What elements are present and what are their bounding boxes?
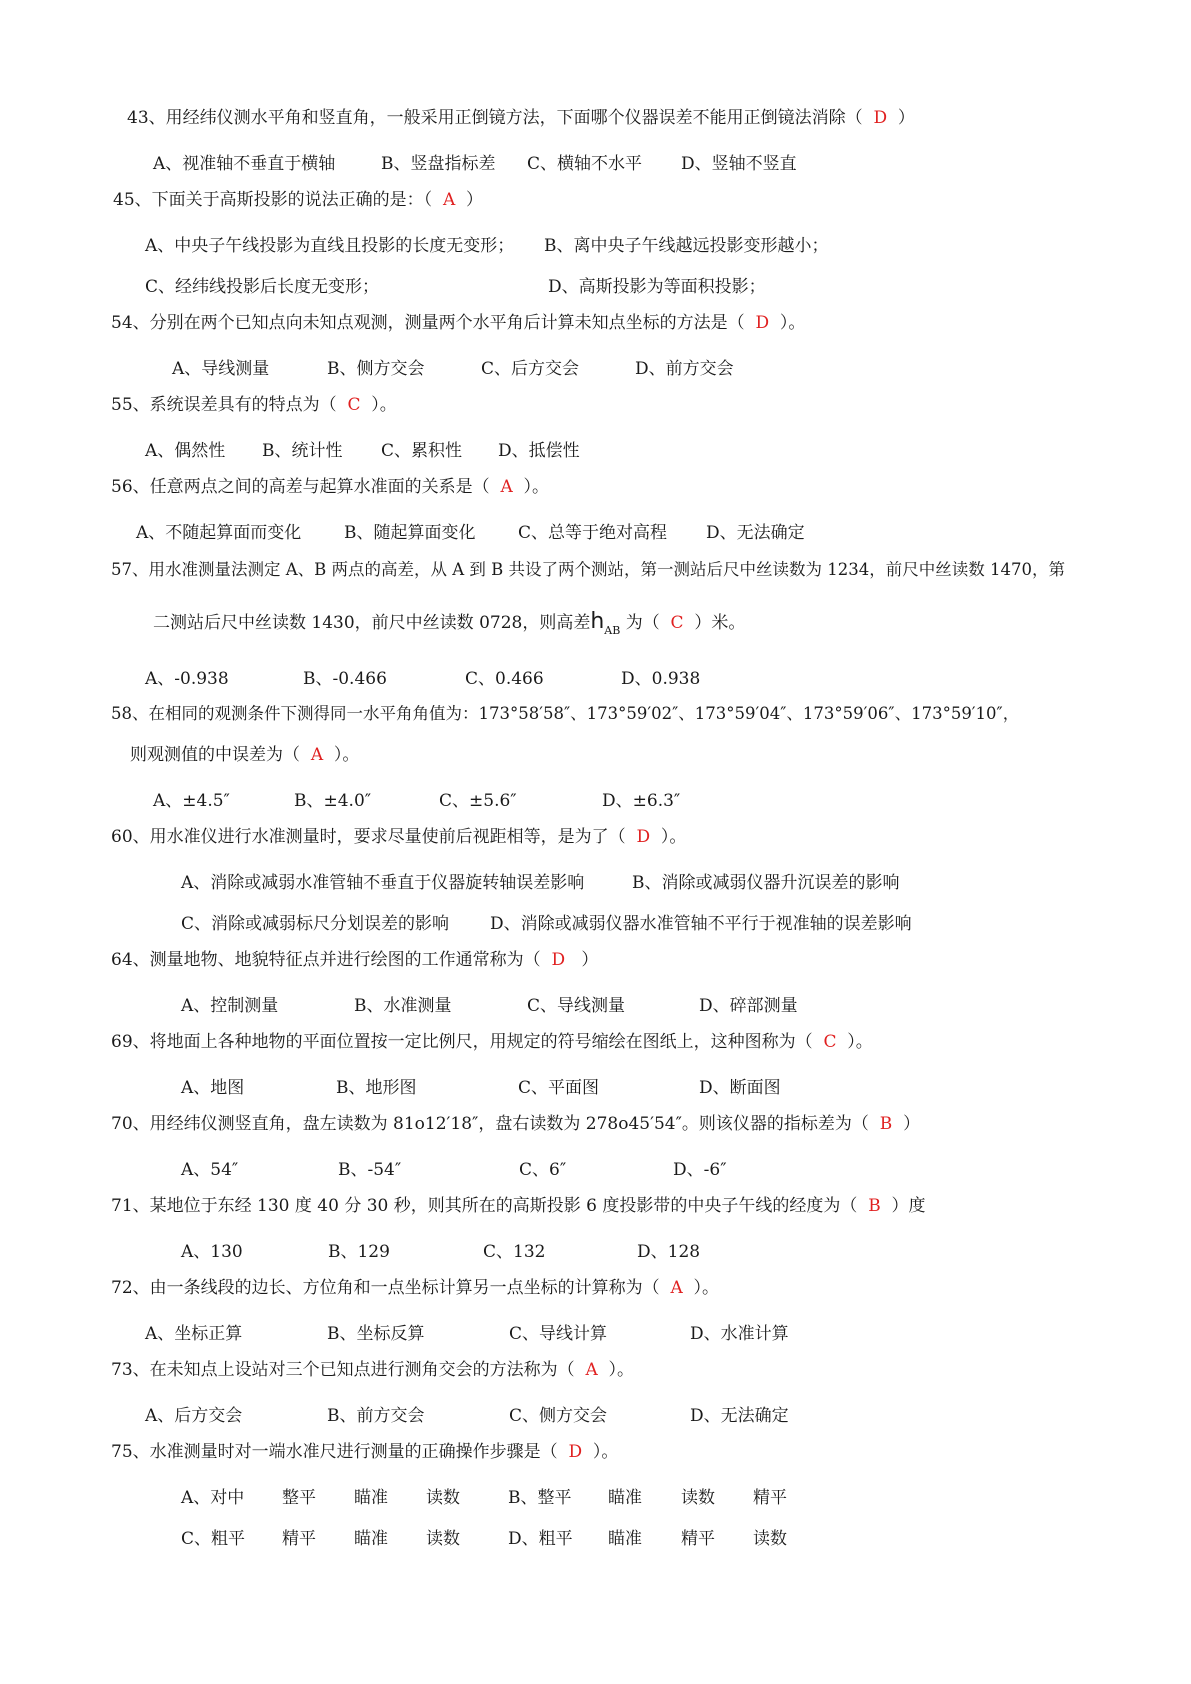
- option: B、随起算面变化: [344, 523, 476, 543]
- option: A、中央子午线投影为直线且投影的长度无变形；: [145, 236, 515, 256]
- option: C、6″: [519, 1160, 567, 1180]
- option: D、0.938: [621, 669, 701, 689]
- question-close: ）: [581, 950, 599, 970]
- question-57: [111, 560, 1065, 580]
- height-symbol: h: [590, 609, 605, 634]
- option: D、断面图: [699, 1078, 781, 1098]
- option: C、0.466: [465, 669, 544, 689]
- option: A、坐标正算: [145, 1324, 243, 1344]
- option: 读数: [426, 1529, 460, 1549]
- question-close: ）: [903, 1114, 921, 1134]
- option: A、±4.5″: [153, 791, 230, 811]
- option: A、地图: [181, 1078, 245, 1098]
- question-75: [111, 1442, 618, 1462]
- option: B、离中央子午线越远投影变形越小；: [544, 236, 829, 256]
- option: 读数: [681, 1488, 715, 1508]
- question-69: [111, 1032, 873, 1052]
- option: 精平: [681, 1529, 715, 1549]
- answer: B: [868, 1196, 881, 1216]
- option: A、后方交会: [145, 1406, 243, 1426]
- question-close: ）度: [891, 1196, 926, 1216]
- question-stem: 55、系统误差具有的特点为（: [111, 395, 337, 415]
- question-close: ）。: [592, 1442, 619, 1462]
- question-55: [111, 395, 397, 415]
- question-stem: 则观测值的中误差为（: [130, 745, 300, 765]
- question-stem: 64、测量地物、地貌特征点并进行绘图的工作通常称为（: [111, 950, 541, 970]
- question-stem: 60、用水准仪进行水准测量时，要求尽量使前后视距相等，是为了（: [111, 827, 626, 847]
- answer: A: [585, 1360, 598, 1380]
- question-stem: 58、在相同的观测条件下测得同一水平角角值为：173°58′58″、173°59′02″、173°59′04″、173°59′06″、173°59′10″，: [111, 704, 1020, 723]
- option: C、±5.6″: [439, 791, 517, 811]
- question-close: ）。: [608, 1360, 635, 1380]
- option: 瞄准: [354, 1488, 388, 1508]
- question-close: ）。: [847, 1032, 873, 1052]
- option: D、竖轴不竖直: [681, 154, 797, 174]
- option: A、54″: [181, 1160, 239, 1180]
- answer: D: [551, 950, 566, 970]
- question-stem: 75、水准测量时对一端水准尺进行测量的正确操作步骤是（: [111, 1442, 558, 1462]
- option: D、高斯投影为等面积投影；: [548, 277, 766, 297]
- answer: C: [823, 1032, 837, 1052]
- option: C、总等于绝对高程: [518, 523, 668, 543]
- option: C、侧方交会: [509, 1406, 608, 1426]
- question-stem: 73、在未知点上设站对三个已知点进行测角交会的方法称为（: [111, 1360, 575, 1380]
- question-stem: 69、将地面上各种地物的平面位置按一定比例尺，用规定的符号缩绘在图纸上，这种图称为（: [111, 1032, 813, 1052]
- option: B、整平: [508, 1488, 572, 1508]
- question-close: ）。: [693, 1278, 720, 1298]
- answer: D: [568, 1442, 583, 1462]
- question-45: [113, 190, 483, 210]
- answer: C: [347, 395, 361, 415]
- option: B、水准测量: [354, 996, 452, 1016]
- answer: A: [500, 477, 513, 497]
- option: D、抵偿性: [498, 441, 580, 461]
- option: A、消除或减弱水准管轴不垂直于仪器旋转轴误差影响: [181, 873, 585, 893]
- question-close: ）。: [660, 827, 687, 847]
- question-58: [111, 704, 1019, 724]
- option: C、平面图: [518, 1078, 600, 1098]
- option: D、128: [637, 1242, 701, 1262]
- option: 整平: [282, 1488, 316, 1508]
- option: B、前方交会: [327, 1406, 425, 1426]
- question-stem: 56、任意两点之间的高差与起算水准面的关系是（: [111, 477, 490, 497]
- option: C、累积性: [381, 441, 463, 461]
- option: 读数: [753, 1529, 787, 1549]
- option: A、视准轴不垂直于横轴: [153, 154, 336, 174]
- answer: D: [755, 313, 770, 333]
- question-close: ）。: [779, 313, 806, 333]
- option: C、132: [483, 1242, 546, 1262]
- option: C、粗平: [181, 1529, 246, 1549]
- question-stem: 70、用经纬仪测竖直角，盘左读数为 81o12′18″，盘右读数为 278o45′54″。则该仪器的指标差为（: [111, 1114, 869, 1134]
- option: B、129: [328, 1242, 390, 1262]
- question-56: [111, 477, 549, 497]
- option: 瞄准: [354, 1529, 388, 1549]
- option: A、控制测量: [181, 996, 279, 1016]
- question-close: ）。: [333, 745, 360, 765]
- option: A、偶然性: [145, 441, 226, 461]
- question-close: ）。: [523, 477, 550, 497]
- question-stem: 45、下面关于高斯投影的说法正确的是：（: [113, 190, 433, 210]
- option: 精平: [282, 1529, 316, 1549]
- option: B、地形图: [336, 1078, 417, 1098]
- option: 精平: [753, 1488, 787, 1508]
- question-57-line2: [153, 608, 745, 639]
- question-stem: 54、分别在两个已知点向未知点观测，测量两个水平角后计算未知点坐标的方法是（: [111, 313, 745, 333]
- question-60: [111, 827, 686, 847]
- option: D、消除或减弱仪器水准管轴不平行于视准轴的误差影响: [490, 914, 912, 934]
- option: D、前方交会: [635, 359, 734, 379]
- option: C、横轴不水平: [527, 154, 643, 174]
- question-54: [111, 313, 805, 333]
- question-stem: 72、由一条线段的边长、方位角和一点坐标计算另一点坐标的计算称为（: [111, 1278, 660, 1298]
- question-70: [111, 1114, 920, 1134]
- question-71: [111, 1196, 926, 1216]
- answer: B: [879, 1114, 893, 1134]
- option: 瞄准: [608, 1529, 642, 1549]
- option: 读数: [426, 1488, 460, 1508]
- option: B、统计性: [262, 441, 343, 461]
- option: C、消除或减弱标尺分划误差的影响: [181, 914, 450, 934]
- option: B、±4.0″: [294, 791, 372, 811]
- question-72: [111, 1278, 719, 1298]
- option: B、坐标反算: [327, 1324, 425, 1344]
- question-close: ）米。: [694, 613, 746, 633]
- option: D、无法确定: [690, 1406, 789, 1426]
- option: A、导线测量: [172, 359, 270, 379]
- option: A、130: [181, 1242, 243, 1262]
- option: D、碎部测量: [699, 996, 798, 1016]
- option: C、导线计算: [509, 1324, 608, 1344]
- option: B、-54″: [338, 1160, 402, 1180]
- question-close: ）: [897, 108, 915, 128]
- question-stem: 二测站后尺中丝读数 1430，前尺中丝读数 0728，则高差: [153, 613, 591, 633]
- option: C、经纬线投影后长度无变形；: [145, 277, 380, 297]
- option: D、±6.3″: [602, 791, 681, 811]
- question-73: [111, 1360, 634, 1380]
- option: 瞄准: [608, 1488, 642, 1508]
- question-close: ）: [466, 190, 484, 210]
- answer: D: [873, 108, 888, 128]
- option: C、导线测量: [527, 996, 626, 1016]
- question-43: [127, 108, 915, 128]
- question-58-line2: [130, 745, 359, 765]
- question-stem: 57、用水准测量法测定 A、B 两点的高差，从 A 到 B 共设了两个测站，第一测站后尺中丝读数为 1234，前尺中丝读数 1470，第: [111, 560, 1066, 579]
- option: A、对中: [181, 1488, 245, 1508]
- height-subscript: AB: [604, 624, 621, 637]
- question-close: ）。: [371, 395, 397, 415]
- question-stem: 为（: [625, 613, 660, 633]
- option: D、无法确定: [706, 523, 805, 543]
- option: B、竖盘指标差: [381, 154, 496, 174]
- question-stem: 71、某地位于东经 130 度 40 分 30 秒，则其所在的高斯投影 6 度投影带的中央子午线的经度为（: [111, 1196, 858, 1216]
- answer: A: [310, 745, 324, 765]
- option: D、水准计算: [690, 1324, 789, 1344]
- option: B、侧方交会: [327, 359, 425, 379]
- option: B、-0.466: [303, 669, 387, 689]
- option: A、-0.938: [145, 669, 229, 689]
- option: D、-6″: [673, 1160, 727, 1180]
- option: C、后方交会: [481, 359, 580, 379]
- option: B、消除或减弱仪器升沉误差的影响: [632, 873, 900, 893]
- answer: A: [442, 190, 456, 210]
- answer: A: [670, 1278, 683, 1298]
- question-64: [111, 950, 598, 970]
- answer: C: [670, 613, 684, 633]
- option: D、粗平: [508, 1529, 573, 1549]
- question-stem: 43、用经纬仪测水平角和竖直角，一般采用正倒镜方法，下面哪个仪器误差不能用正倒镜法消除（: [127, 108, 863, 128]
- option: A、不随起算面而变化: [136, 523, 302, 543]
- answer: D: [636, 827, 651, 847]
